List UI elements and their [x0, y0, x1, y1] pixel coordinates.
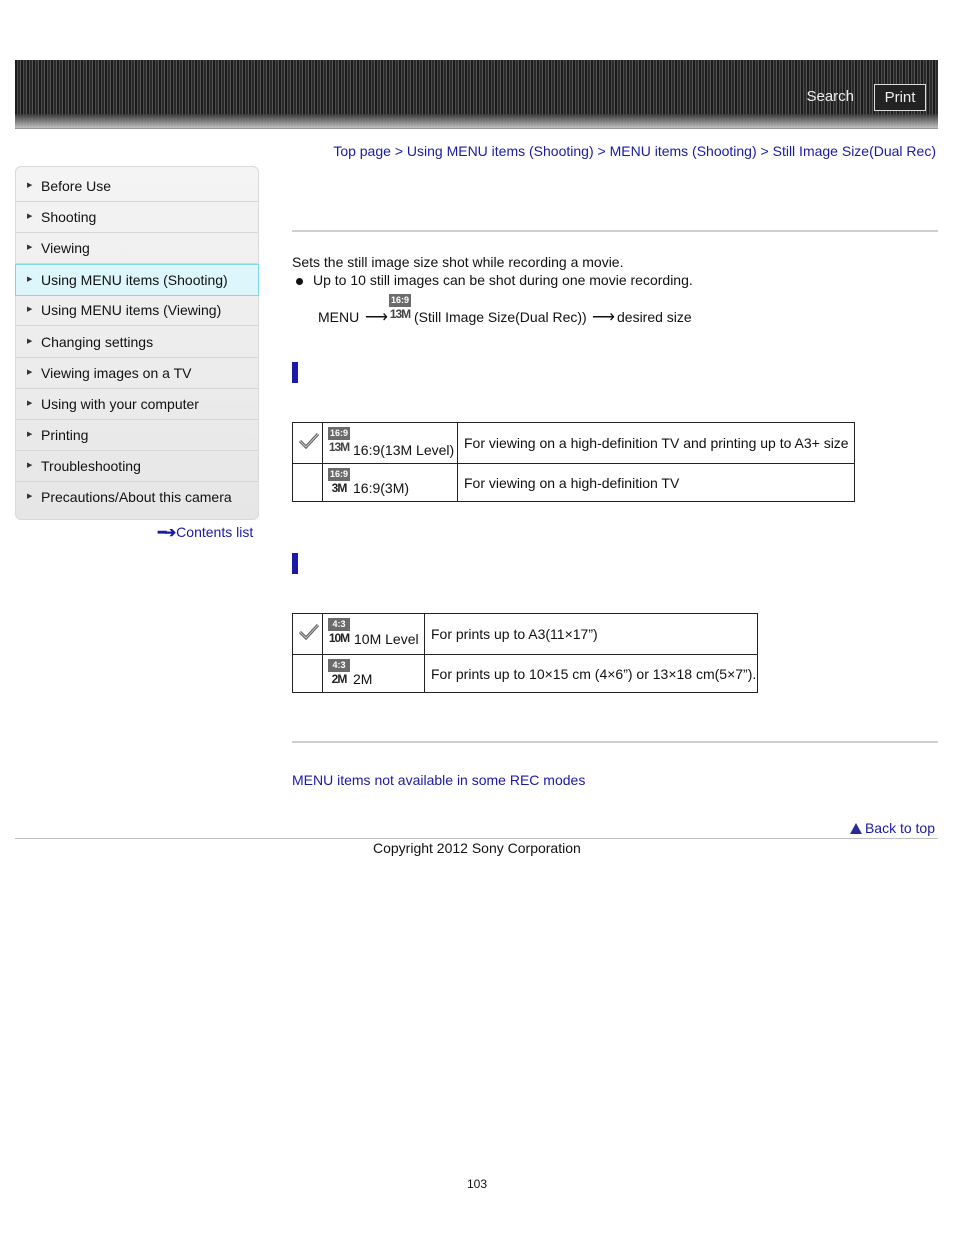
breadcrumb-using-menu-shooting[interactable]: Using MENU items (Shooting)	[406, 143, 594, 159]
sidebar-item-viewing[interactable]	[16, 233, 258, 264]
bullet-dot-icon	[296, 278, 303, 285]
related-link[interactable]: MENU items not available in some REC modes	[292, 772, 586, 788]
sidebar-item-label: Using with your computer	[41, 396, 199, 412]
menu-item-label: (Still Image Size(Dual Rec))	[414, 309, 587, 325]
triangle-right-icon: ▶	[27, 369, 33, 376]
sidebar-item-label: Using MENU items (Shooting)	[41, 272, 228, 288]
default-cell	[293, 655, 323, 693]
sidebar-item-viewing-on-tv[interactable]	[16, 358, 258, 389]
size-label: 16:9(3M)	[353, 480, 410, 496]
icon-size: 3M	[331, 481, 347, 495]
back-to-top-label: Back to top	[864, 820, 935, 836]
related-divider	[292, 741, 938, 743]
back-to-top-link[interactable]	[850, 820, 935, 836]
sidebar-item-printing[interactable]	[16, 420, 258, 451]
breadcrumb-current-page[interactable]: Still Image Size(Dual Rec)	[772, 143, 936, 159]
size-label: 16:9(13M Level)	[353, 442, 455, 458]
breadcrumb-separator: >	[394, 143, 403, 159]
breadcrumb-top-page[interactable]: Top page	[333, 143, 391, 159]
size-cell	[323, 464, 458, 502]
breadcrumb-separator: >	[597, 143, 606, 159]
triangle-right-icon: ▶	[27, 493, 33, 500]
table-row	[293, 464, 855, 502]
size-label: 2M	[353, 671, 373, 687]
size-table-43	[292, 613, 758, 693]
title-divider	[292, 230, 938, 232]
icon-size: 10M	[328, 631, 350, 645]
sidebar-item-changing-settings[interactable]	[16, 327, 258, 358]
section-marker-43	[292, 553, 298, 574]
footer-divider	[15, 838, 938, 839]
icon-aspect: 16:9	[329, 428, 348, 438]
sidebar-item-shooting[interactable]	[16, 202, 258, 233]
default-cell	[293, 423, 323, 464]
sidebar-nav	[15, 166, 259, 520]
sidebar-item-label: Shooting	[41, 209, 97, 225]
sidebar-item-using-menu-viewing[interactable]	[16, 295, 258, 326]
right-arrow-icon: ⟶	[365, 309, 388, 326]
sidebar-item-label: Using MENU items (Viewing)	[41, 302, 222, 318]
image-size-169-3m-icon	[328, 468, 350, 496]
image-size-169-13m-icon	[328, 427, 350, 455]
checkmark-icon	[298, 430, 320, 452]
sidebar-item-troubleshooting[interactable]	[16, 451, 258, 482]
header-bar	[15, 60, 938, 129]
triangle-right-icon: ▶	[27, 400, 33, 407]
sidebar-item-label: Viewing images on a TV	[41, 365, 192, 381]
sidebar-item-label: Viewing	[41, 240, 90, 256]
triangle-right-icon: ▶	[27, 182, 33, 189]
page-number: 103	[466, 1177, 488, 1191]
bullet-text: Up to 10 still images can be shot during one movie recording.	[313, 272, 693, 288]
icon-aspect: 4:3	[328, 618, 350, 631]
breadcrumb-menu-items-shooting[interactable]: MENU items (Shooting)	[609, 143, 757, 159]
bullet-item	[296, 272, 693, 288]
icon-aspect: 4:3	[328, 659, 350, 672]
image-size-43-10m-icon	[328, 618, 350, 646]
sidebar-item-label: Changing settings	[41, 334, 154, 350]
triangle-right-icon: ▶	[27, 462, 33, 469]
triangle-right-icon: ▶	[27, 306, 33, 313]
section-marker-169	[292, 362, 298, 383]
sidebar-item-label: Before Use	[41, 178, 112, 194]
description-cell: For viewing on a high-definition TV	[458, 464, 855, 502]
icon-aspect: 16:9	[390, 295, 409, 305]
sidebar-item-label: Printing	[41, 427, 89, 443]
right-arrow-icon: ⟶	[592, 309, 615, 326]
triangle-right-icon: ▶	[27, 213, 33, 220]
size-label: 10M Level	[354, 631, 419, 647]
image-size-169-13m-icon	[389, 294, 411, 322]
image-size-43-2m-icon	[328, 659, 350, 687]
table-row	[293, 655, 758, 693]
sidebar-item-before-use[interactable]	[16, 171, 258, 202]
right-arrow-icon: ━➔	[158, 524, 175, 540]
triangle-right-icon: ▶	[27, 431, 33, 438]
triangle-right-icon: ▶	[27, 276, 33, 283]
triangle-right-icon: ▶	[27, 338, 33, 345]
description-cell: For prints up to 10×15 cm (4×6”) or 13×18 cm(5×7”).	[425, 655, 758, 693]
icon-size: 2M	[331, 672, 347, 686]
copyright: Copyright 2012 Sony Corporation	[373, 840, 581, 856]
icon-size: 13M	[328, 440, 350, 454]
table-row	[293, 423, 855, 464]
size-cell	[323, 423, 458, 464]
menu-path-end: desired size	[617, 309, 692, 325]
sidebar-item-label: Troubleshooting	[41, 458, 141, 474]
print-button[interactable]: Print	[874, 84, 926, 111]
size-table-169	[292, 422, 855, 502]
sidebar-item-using-computer[interactable]	[16, 389, 258, 420]
search-link[interactable]: Search	[806, 88, 854, 105]
back-to-top-triangle-icon	[850, 823, 862, 834]
description-cell: For viewing on a high-definition TV and printing up to A3+ size	[458, 423, 855, 464]
contents-list-link[interactable]	[158, 524, 253, 541]
sidebar-item-precautions[interactable]	[16, 482, 258, 512]
icon-aspect: 16:9	[329, 469, 348, 479]
default-cell	[293, 464, 323, 502]
breadcrumb-separator: >	[760, 143, 769, 159]
size-cell	[323, 655, 425, 693]
default-cell	[293, 614, 323, 655]
sidebar-item-using-menu-shooting[interactable]	[15, 264, 259, 296]
contents-list-label: Contents list	[176, 524, 254, 540]
menu-label: MENU	[318, 309, 360, 325]
intro-text: Sets the still image size shot while recording a movie.	[292, 254, 624, 270]
sidebar-item-label: Precautions/About this camera	[41, 489, 232, 505]
breadcrumb	[333, 143, 936, 159]
triangle-right-icon: ▶	[27, 244, 33, 251]
description-cell: For prints up to A3(11×17”)	[425, 614, 758, 655]
table-row	[293, 614, 758, 655]
icon-size: 13M	[389, 307, 411, 321]
checkmark-icon	[298, 621, 320, 643]
size-cell	[323, 614, 425, 655]
